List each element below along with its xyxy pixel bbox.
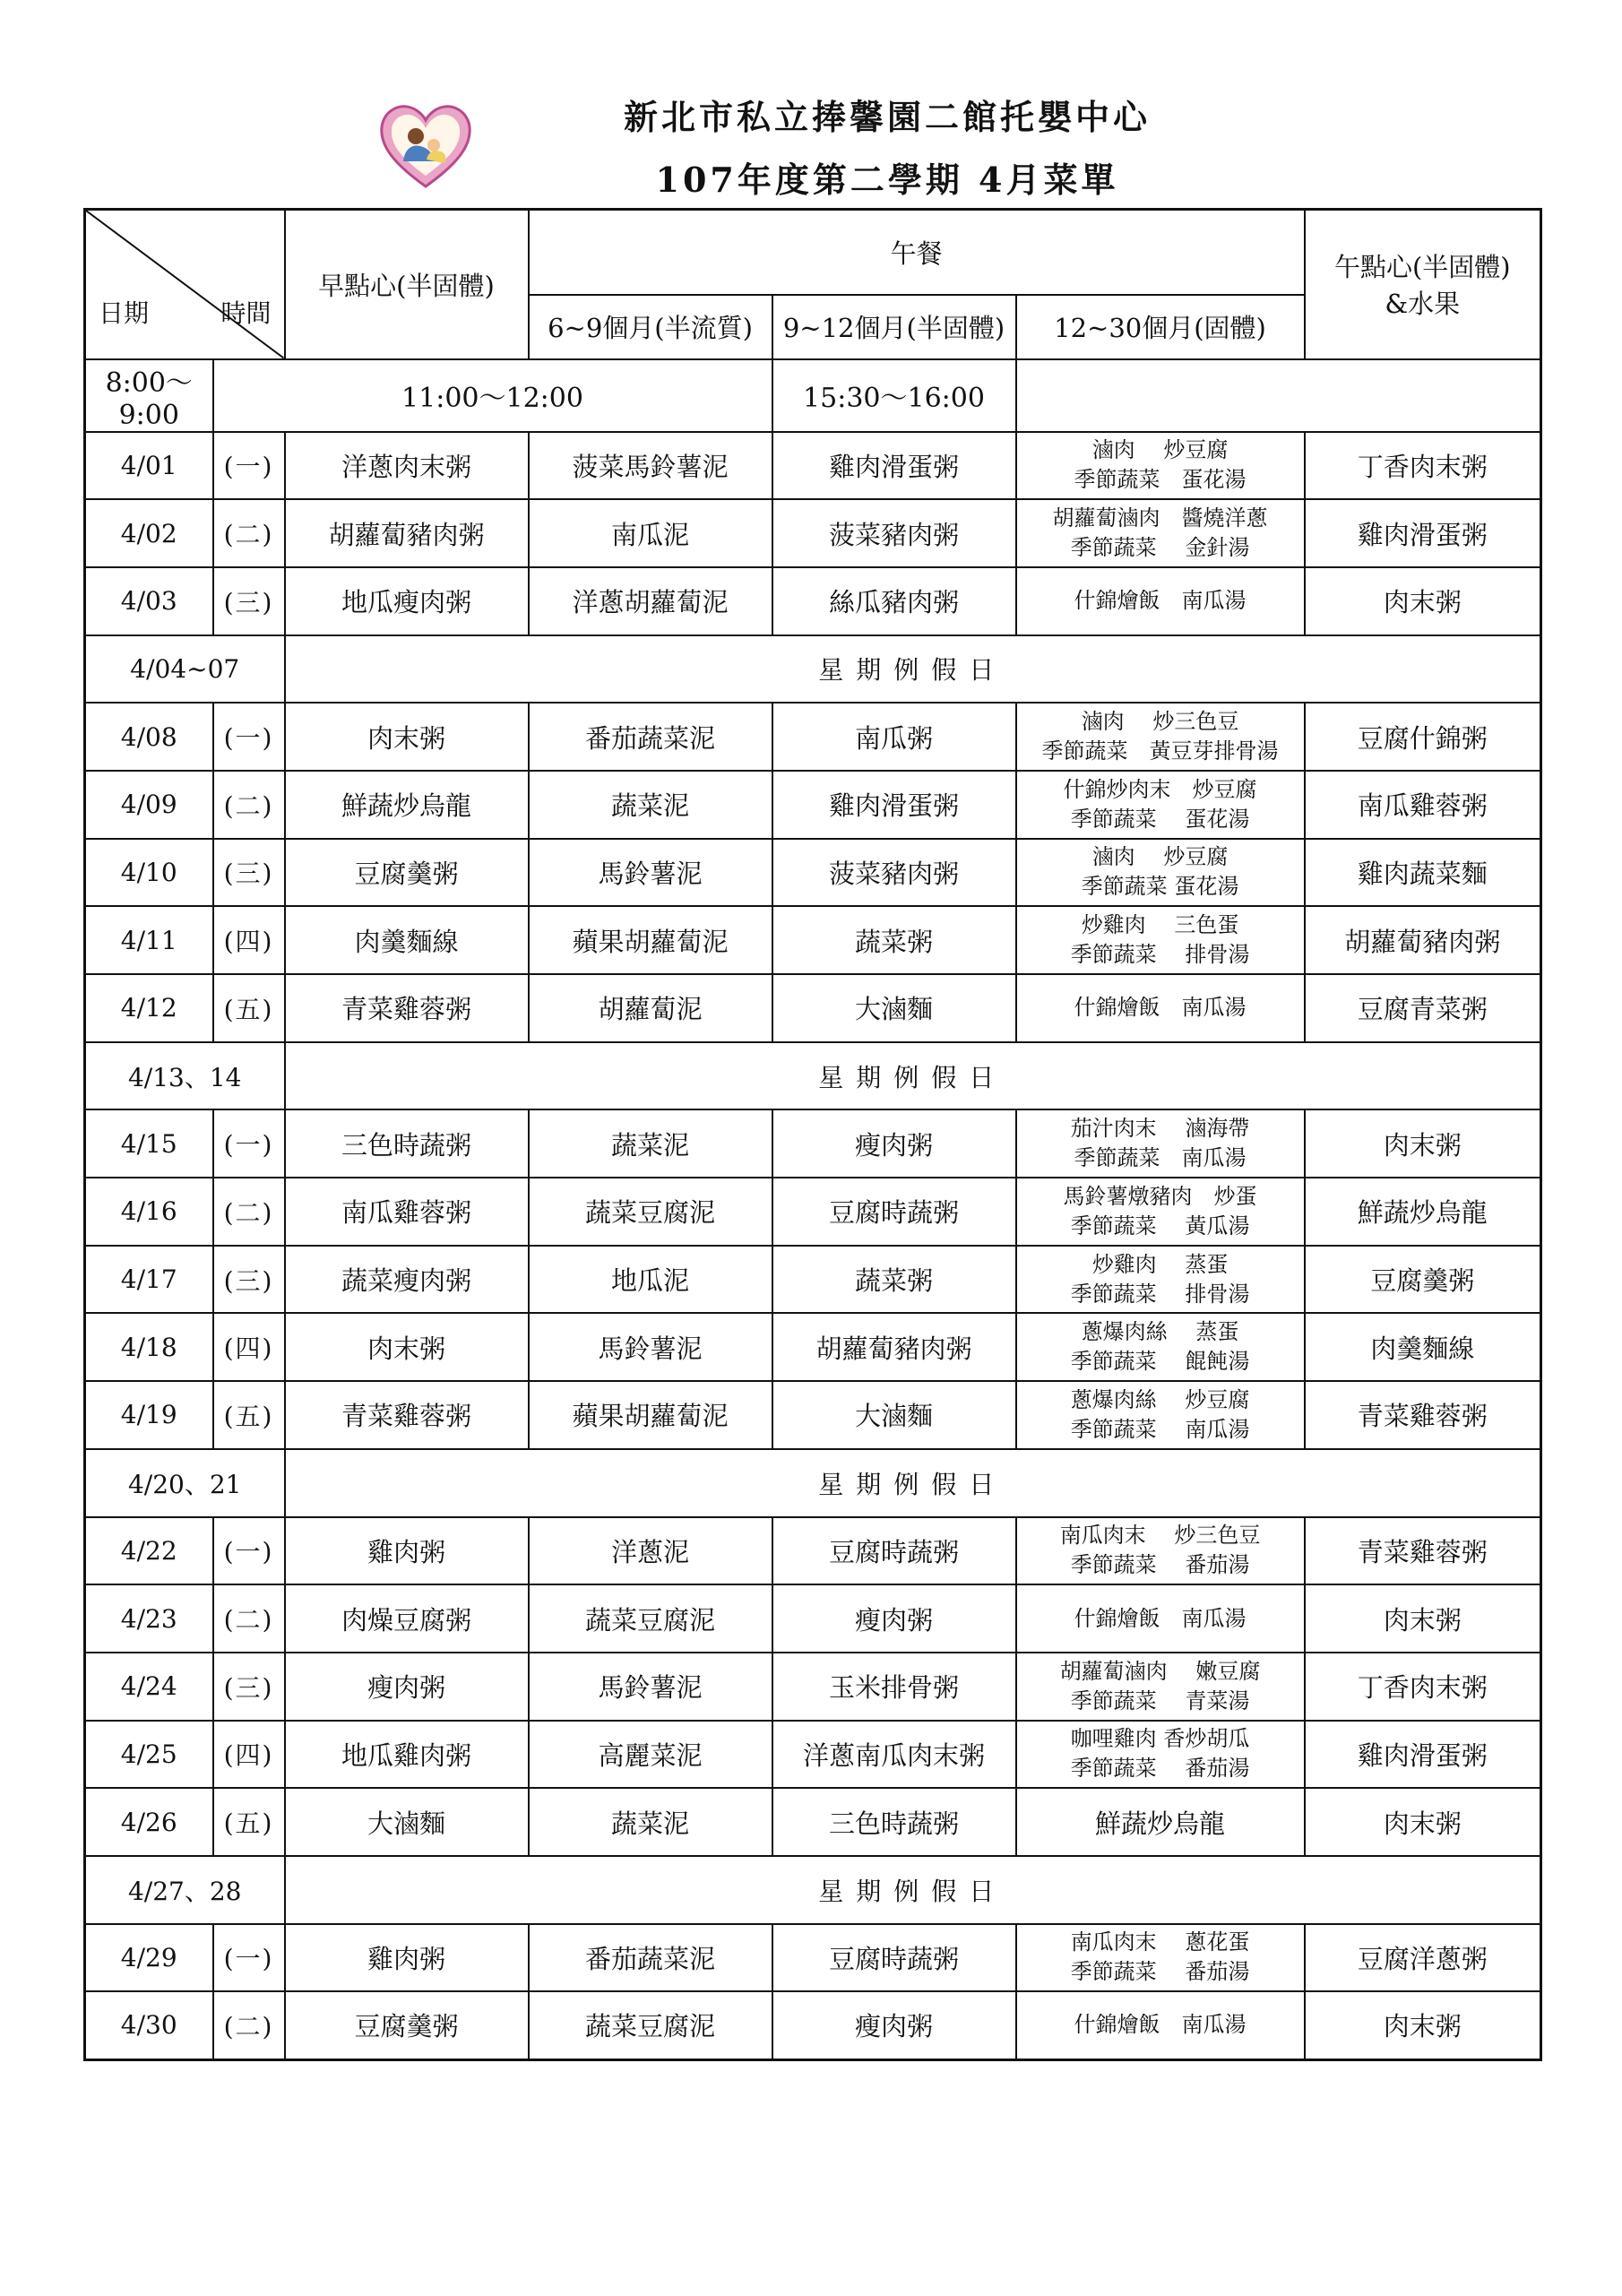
lunch-9-12-cell: 瘦肉粥 [772,1991,1016,2059]
lunch-12-30-cell [1016,432,1305,500]
lunch-12-30-line1: 馬鈴薯燉豬肉 炒蛋 [1063,1183,1257,1209]
lunch-12-30-line1: 滷肉 炒豆腐 [1091,844,1229,870]
date-time-corner-cell [85,210,285,359]
weekday-cell: (四) [213,906,285,974]
lunch-9-12-cell: 瘦肉粥 [772,1109,1016,1178]
lunch-12-30-cell [1016,1788,1305,1856]
afternoon-header [1305,210,1541,359]
lunch-6-9-cell: 馬鈴薯泥 [529,1653,772,1721]
lunch-9-12-cell: 雞肉滑蛋粥 [772,771,1016,839]
breakfast-cell: 豆腐羹粥 [285,1991,529,2059]
lunch-9-12-header: 9~12個月(半固體) [772,295,1016,359]
holiday-date-cell: 4/13、14 [85,1042,285,1110]
afternoon-cell: 雞肉滑蛋粥 [1305,499,1541,567]
breakfast-cell: 雞肉粥 [285,1517,529,1585]
holiday-label-cell: 星期例假日 [285,635,1541,703]
menu-row [85,567,1541,635]
weekday-cell: (五) [213,1381,285,1449]
lunch-6-9-cell: 馬鈴薯泥 [529,1313,772,1381]
lunch-6-9-cell: 蘋果胡蘿蔔泥 [529,1381,772,1449]
afternoon-cell: 丁香肉末粥 [1305,432,1541,500]
holiday-date-cell: 4/04~07 [85,635,285,703]
afternoon-cell: 肉末粥 [1305,1109,1541,1178]
lunch-12-30-header: 12~30個月(固體) [1016,295,1305,359]
lunch-12-30-line1: 什錦燴飯 南瓜湯 [1074,2012,1247,2038]
lunch-6-9-cell: 蘋果胡蘿蔔泥 [529,906,772,974]
afternoon-cell: 胡蘿蔔豬肉粥 [1305,906,1541,974]
lunch-9-12-cell: 菠菜豬肉粥 [772,839,1016,907]
holiday-label-cell: 星期例假日 [285,1042,1541,1110]
afternoon-cell: 豆腐羹粥 [1305,1246,1541,1314]
holiday-row [85,635,1541,703]
afternoon-cell: 肉末粥 [1305,567,1541,635]
lunch-9-12-cell: 大滷麵 [772,974,1016,1042]
lunch-time: 11:00～12:00 [213,359,772,432]
menu-row [85,1991,1541,2059]
afternoon-cell: 豆腐什錦粥 [1305,703,1541,771]
lunch-9-12-cell: 絲瓜豬肉粥 [772,567,1016,635]
lunch-9-12-cell: 玉米排骨粥 [772,1653,1016,1721]
menu-row [85,1178,1541,1246]
weekday-cell: (三) [213,1246,285,1314]
weekday-cell: (三) [213,567,285,635]
breakfast-cell: 肉末粥 [285,1313,529,1381]
menu-row [85,974,1541,1042]
menu-row [85,906,1541,974]
lunch-12-30-line1: 南瓜肉末 蔥花蛋 [1070,1929,1250,1955]
lunch-12-30-line2: 季節蔬菜 黃瓜湯 [1070,1213,1250,1239]
date-cell: 4/10 [85,839,213,907]
lunch-6-9-cell: 菠菜馬鈴薯泥 [529,432,772,500]
weekday-cell: (三) [213,839,285,907]
menu-row [85,1924,1541,1992]
lunch-header: 午餐 [529,210,1305,295]
lunch-6-9-cell: 地瓜泥 [529,1246,772,1314]
time-header-label: 時間 [220,298,272,328]
afternoon-header-line1: 午點心(半固體) [1333,252,1511,283]
date-cell: 4/17 [85,1246,213,1314]
lunch-12-30-cell [1016,1178,1305,1246]
breakfast-cell: 青菜雞蓉粥 [285,974,529,1042]
lunch-12-30-cell [1016,1584,1305,1653]
breakfast-cell: 胡蘿蔔豬肉粥 [285,499,529,567]
holiday-label-cell: 星期例假日 [285,1449,1541,1517]
lunch-6-9-cell: 蔬菜泥 [529,771,772,839]
lunch-12-30-line2: 季節蔬菜 蛋花湯 [1081,874,1239,900]
breakfast-cell: 鮮蔬炒烏龍 [285,771,529,839]
menu-row [85,839,1541,907]
lunch-9-12-cell: 大滷麵 [772,1381,1016,1449]
lunch-12-30-line2: 季節蔬菜 番茄湯 [1070,1756,1250,1782]
lunch-12-30-line1: 什錦燴飯 南瓜湯 [1074,1605,1247,1631]
lunch-12-30-line1: 南瓜肉末 炒三色豆 [1059,1523,1261,1549]
weekday-cell: (四) [213,1313,285,1381]
lunch-12-30-line1: 什錦燴飯 南瓜湯 [1074,588,1247,614]
menu-row [85,1721,1541,1789]
weekday-cell: (二) [213,771,285,839]
lunch-9-12-cell: 菠菜豬肉粥 [772,499,1016,567]
lunch-9-12-cell: 豆腐時蔬粥 [772,1924,1016,1992]
page-title: 新北市私立捧馨園二館托嬰中心 [623,97,1151,137]
date-cell: 4/16 [85,1178,213,1246]
lunch-12-30-cell [1016,839,1305,907]
lunch-12-30-line2: 季節蔬菜 番茄湯 [1070,1959,1250,1985]
lunch-12-30-cell [1016,1991,1305,2059]
menu-row [85,1653,1541,1721]
lunch-6-9-cell: 番茄蔬菜泥 [529,703,772,771]
breakfast-cell: 地瓜瘦肉粥 [285,567,529,635]
lunch-6-9-cell: 洋蔥泥 [529,1517,772,1585]
lunch-12-30-cell [1016,567,1305,635]
lunch-6-9-cell: 番茄蔬菜泥 [529,1924,772,1992]
afternoon-cell: 青菜雞蓉粥 [1305,1381,1541,1449]
lunch-9-12-cell: 三色時蔬粥 [772,1788,1016,1856]
afternoon-cell: 鮮蔬炒烏龍 [1305,1178,1541,1246]
lunch-12-30-cell [1016,1721,1305,1789]
breakfast-cell: 豆腐羹粥 [285,839,529,907]
weekday-cell: (一) [213,432,285,500]
lunch-12-30-line2: 季節蔬菜 金針湯 [1070,535,1250,561]
lunch-9-12-cell: 蔬菜粥 [772,1246,1016,1314]
lunch-12-30-cell [1016,499,1305,567]
breakfast-cell: 蔬菜瘦肉粥 [285,1246,529,1314]
weekday-cell: (二) [213,499,285,567]
date-cell: 4/30 [85,1991,213,2059]
page-subtitle: 107年度第二學期 4月菜單 [655,160,1119,200]
date-cell: 4/08 [85,703,213,771]
breakfast-cell: 肉末粥 [285,703,529,771]
date-cell: 4/11 [85,906,213,974]
menu-row [85,1584,1541,1653]
date-cell: 4/02 [85,499,213,567]
date-cell: 4/26 [85,1788,213,1856]
lunch-12-30-line2: 季節蔬菜 南瓜湯 [1070,1416,1250,1442]
afternoon-cell: 青菜雞蓉粥 [1305,1517,1541,1585]
weekday-cell: (五) [213,974,285,1042]
lunch-12-30-cell [1016,1517,1305,1585]
breakfast-header: 早點心(半固體) [285,210,529,359]
lunch-6-9-cell: 高麗菜泥 [529,1721,772,1789]
lunch-6-9-cell: 馬鈴薯泥 [529,839,772,907]
lunch-12-30-line1: 蔥爆肉絲 蒸蛋 [1081,1319,1239,1345]
breakfast-cell: 地瓜雞肉粥 [285,1721,529,1789]
lunch-12-30-line2: 季節蔬菜 蛋花湯 [1070,806,1250,832]
lunch-12-30-cell [1016,771,1305,839]
afternoon-cell: 豆腐洋蔥粥 [1305,1924,1541,1992]
date-cell: 4/01 [85,432,213,500]
lunch-12-30-line1: 滷肉 炒豆腐 [1091,437,1229,463]
afternoon-cell: 南瓜雞蓉粥 [1305,771,1541,839]
menu-row [85,1313,1541,1381]
breakfast-cell: 肉燥豆腐粥 [285,1584,529,1653]
breakfast-cell: 肉羹麵線 [285,906,529,974]
afternoon-cell: 丁香肉末粥 [1305,1653,1541,1721]
date-cell: 4/22 [85,1517,213,1585]
weekday-cell: (一) [213,1517,285,1585]
date-cell: 4/19 [85,1381,213,1449]
lunch-12-30-cell [1016,1246,1305,1314]
lunch-9-12-cell: 胡蘿蔔豬肉粥 [772,1313,1016,1381]
lunch-12-30-line1: 滷肉 炒三色豆 [1081,709,1239,735]
lunch-12-30-cell [1016,1313,1305,1381]
date-cell: 4/12 [85,974,213,1042]
lunch-9-12-cell: 南瓜粥 [772,703,1016,771]
breakfast-cell: 南瓜雞蓉粥 [285,1178,529,1246]
holiday-row [85,1856,1541,1924]
lunch-12-30-line1: 蔥爆肉絲 炒豆腐 [1070,1386,1250,1412]
lunch-6-9-cell: 蔬菜豆腐泥 [529,1991,772,2059]
weekday-cell: (四) [213,1721,285,1789]
afternoon-cell: 肉末粥 [1305,1584,1541,1653]
menu-row [85,1381,1541,1449]
breakfast-time: 8:00～9:00 [85,359,213,432]
lunch-12-30-line2: 季節蔬菜 餛飩湯 [1070,1349,1250,1375]
lunch-12-30-line1: 什錦燴飯 南瓜湯 [1074,995,1247,1021]
weekday-cell: (二) [213,1178,285,1246]
date-cell: 4/15 [85,1109,213,1178]
weekday-cell: (二) [213,1584,285,1653]
menu-row [85,1246,1541,1314]
lunch-12-30-line1: 茄汁肉末 滷海帶 [1070,1116,1250,1142]
menu-row [85,703,1541,771]
afternoon-cell: 雞肉蔬菜麵 [1305,839,1541,907]
lunch-12-30-line2: 季節蔬菜 南瓜湯 [1074,1145,1247,1171]
holiday-row [85,1042,1541,1110]
lunch-12-30-line1: 炒雞肉 蒸蛋 [1091,1251,1229,1277]
lunch-12-30-line1: 咖哩雞肉 香炒胡瓜 [1070,1726,1250,1752]
weekday-cell: (二) [213,1991,285,2059]
holiday-label-cell: 星期例假日 [285,1856,1541,1924]
lunch-6-9-cell: 蔬菜泥 [529,1788,772,1856]
lunch-12-30-line1: 炒雞肉 三色蛋 [1081,912,1239,938]
lunch-12-30-line1: 胡蘿蔔滷肉 醬燒洋蔥 [1052,505,1268,531]
lunch-9-12-cell: 蔬菜粥 [772,906,1016,974]
lunch-12-30-cell [1016,1381,1305,1449]
weekday-cell: (一) [213,703,285,771]
lunch-12-30-cell [1016,1109,1305,1178]
breakfast-cell: 瘦肉粥 [285,1653,529,1721]
holiday-date-cell: 4/27、28 [85,1856,285,1924]
date-cell: 4/29 [85,1924,213,1992]
lunch-12-30-line2: 季節蔬菜 蛋花湯 [1074,467,1247,493]
lunch-12-30-cell [1016,974,1305,1042]
weekday-cell: (一) [213,1924,285,1992]
lunch-12-30-line2: 季節蔬菜 黃豆芽排骨湯 [1041,738,1279,764]
date-cell: 4/25 [85,1721,213,1789]
breakfast-cell: 大滷麵 [285,1788,529,1856]
lunch-12-30-line1: 胡蘿蔔滷肉 嫩豆腐 [1059,1658,1261,1684]
afternoon-time: 15:30～16:00 [772,359,1016,432]
holiday-row [85,1449,1541,1517]
lunch-9-12-cell: 洋蔥南瓜肉末粥 [772,1721,1016,1789]
lunch-6-9-cell: 南瓜泥 [529,499,772,567]
lunch-12-30-cell [1016,906,1305,974]
lunch-12-30-line2: 季節蔬菜 排骨湯 [1070,942,1250,968]
breakfast-cell: 洋蔥肉末粥 [285,432,529,500]
breakfast-cell: 三色時蔬粥 [285,1109,529,1178]
lunch-12-30-cell [1016,1924,1305,1992]
lunch-12-30-line2: 季節蔬菜 番茄湯 [1070,1552,1250,1578]
lunch-9-12-cell: 雞肉滑蛋粥 [772,432,1016,500]
menu-row [85,771,1541,839]
date-cell: 4/03 [85,567,213,635]
lunch-9-12-cell: 瘦肉粥 [772,1584,1016,1653]
menu-row [85,432,1541,500]
lunch-6-9-cell: 蔬菜豆腐泥 [529,1178,772,1246]
afternoon-cell: 肉羹麵線 [1305,1313,1541,1381]
holiday-date-cell: 4/20、21 [85,1449,285,1517]
menu-row [85,1788,1541,1856]
lunch-12-30-cell [1016,1653,1305,1721]
menu-row [85,1109,1541,1178]
date-header-label: 日期 [99,298,150,328]
lunch-9-12-cell: 豆腐時蔬粥 [772,1178,1016,1246]
menu-row [85,1517,1541,1585]
breakfast-cell: 雞肉粥 [285,1924,529,1992]
weekday-cell: (三) [213,1653,285,1721]
lunch-6-9-cell: 洋蔥胡蘿蔔泥 [529,567,772,635]
lunch-12-30-line2: 季節蔬菜 排骨湯 [1070,1281,1250,1307]
date-cell: 4/24 [85,1653,213,1721]
lunch-6-9-header: 6~9個月(半流質) [529,295,772,359]
menu-row [85,499,1541,567]
lunch-6-9-cell: 胡蘿蔔泥 [529,974,772,1042]
breakfast-cell: 青菜雞蓉粥 [285,1381,529,1449]
lunch-12-30-line1: 什錦炒肉末 炒豆腐 [1063,776,1257,802]
lunch-6-9-cell: 蔬菜豆腐泥 [529,1584,772,1653]
lunch-12-30-line1: 鮮蔬炒烏龍 [1095,1808,1226,1839]
afternoon-cell: 豆腐青菜粥 [1305,974,1541,1042]
afternoon-cell: 肉末粥 [1305,1788,1541,1856]
afternoon-cell: 雞肉滑蛋粥 [1305,1721,1541,1789]
menu-table [83,208,1542,2061]
date-cell: 4/18 [85,1313,213,1381]
date-cell: 4/23 [85,1584,213,1653]
weekday-cell: (一) [213,1109,285,1178]
weekday-cell: (五) [213,1788,285,1856]
lunch-12-30-line2: 季節蔬菜 青菜湯 [1070,1687,1250,1713]
afternoon-header-line2: &水果 [1385,289,1461,320]
lunch-6-9-cell: 蔬菜泥 [529,1109,772,1178]
date-cell: 4/09 [85,771,213,839]
afternoon-cell: 肉末粥 [1305,1991,1541,2059]
lunch-9-12-cell: 豆腐時蔬粥 [772,1517,1016,1585]
lunch-12-30-cell [1016,703,1305,771]
